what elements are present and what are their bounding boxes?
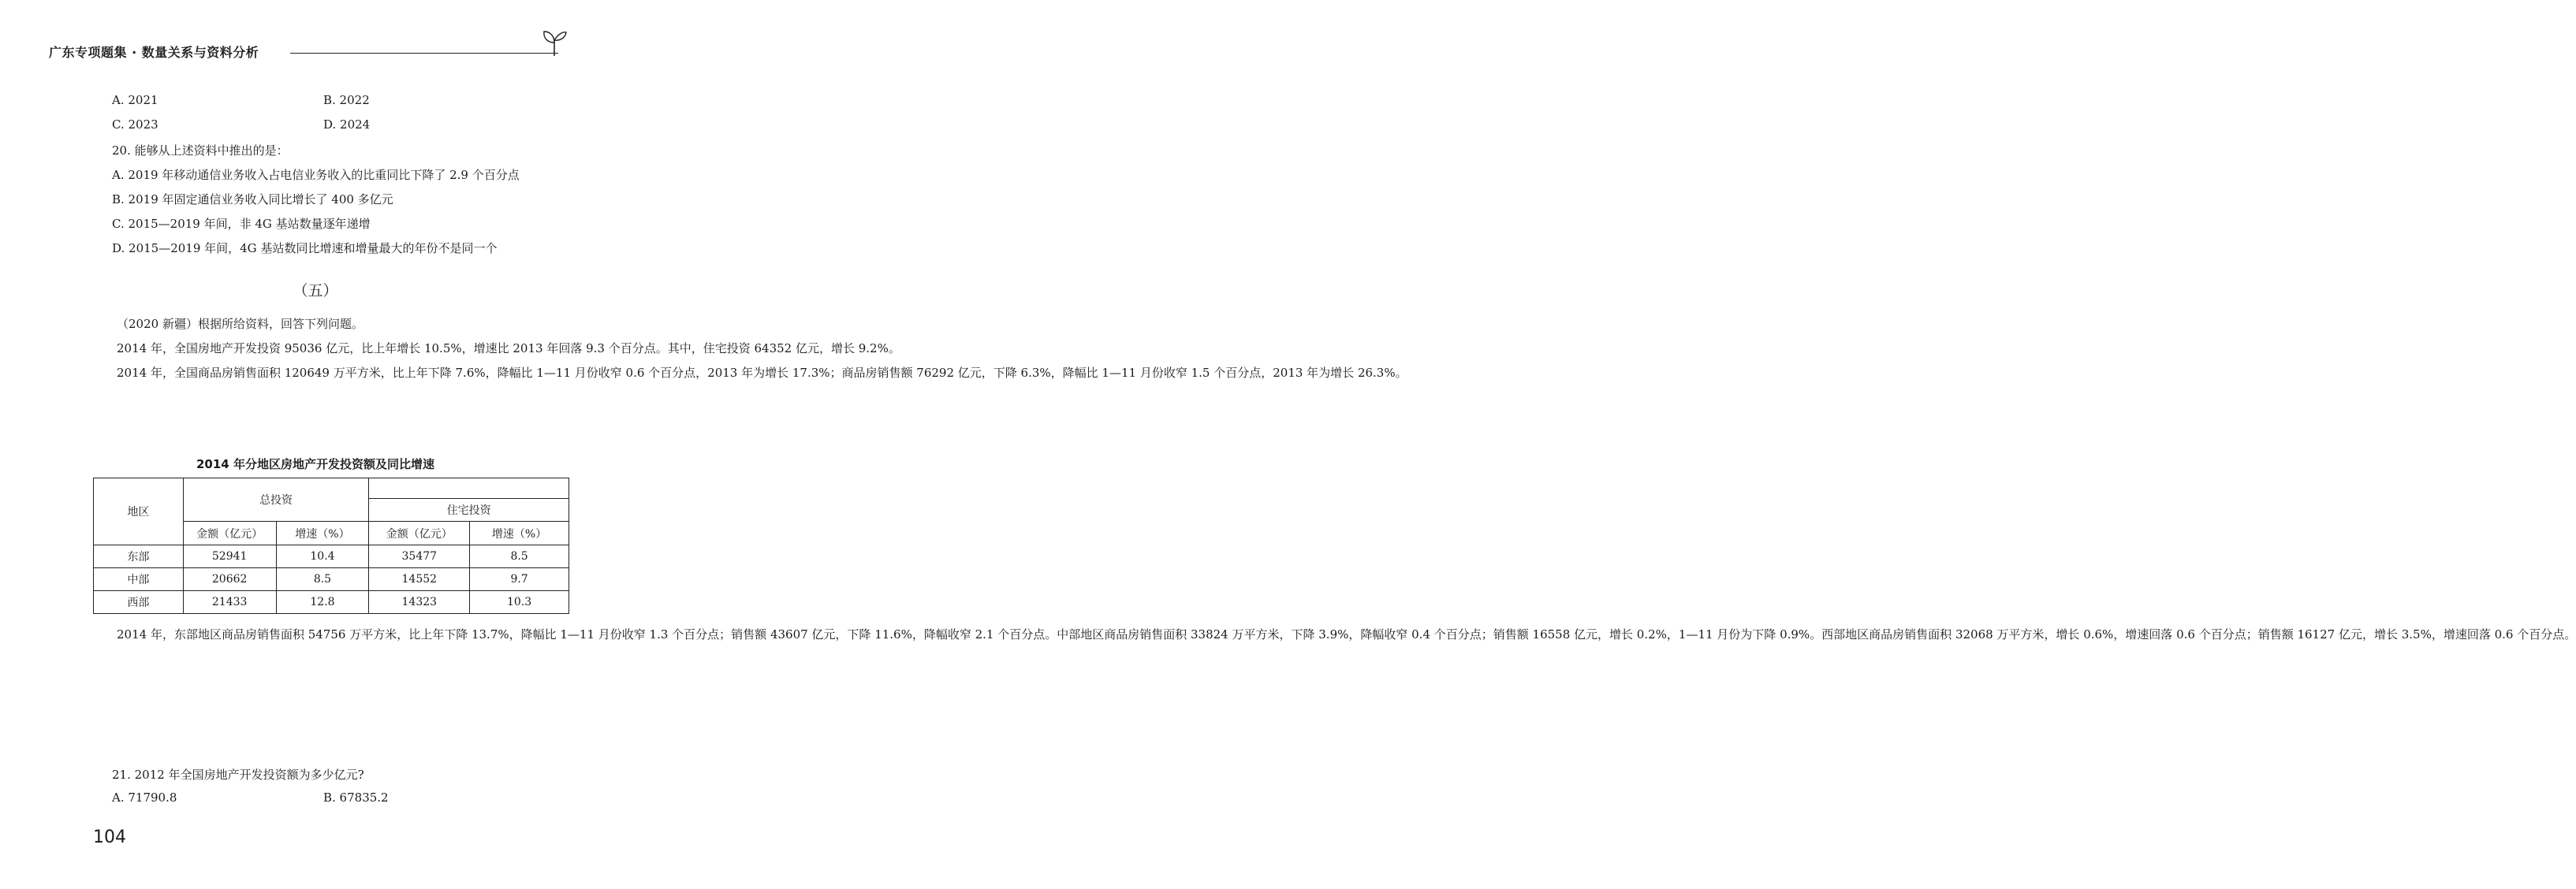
paragraph-investment: 2014 年，全国房地产开发投资 95036 亿元，比上年增长 10.5%，增速比 2013 年回落 9.3 个百分点。其中，住宅投资 64352 亿元，增长 9.2%。 [117,341,900,355]
row-res-amount: 35477 [369,545,470,568]
row-region: 东部 [94,545,184,568]
q19-option-b: B. 2022 [323,93,370,107]
header-total-amount: 金额（亿元） [183,522,276,545]
section-text-lower [93,623,2576,647]
q19-option-d: D. 2024 [323,117,371,132]
section-text-upper [93,312,1407,385]
sprout-icon [541,27,568,57]
table-title: 2014 年分地区房地产开发投资额及同比增速 [196,457,434,471]
header-spacer [369,478,569,499]
header-residential-investment: 住宅投资 [369,498,569,522]
section-title: （五） [293,282,338,299]
investment-table [93,478,569,614]
row-region: 中部 [94,568,184,591]
row-total-growth: 12.8 [276,591,369,614]
q21-stem: 21. 2012 年全国房地产开发投资额为多少亿元? [112,768,364,782]
table-row [94,545,569,568]
header-res-amount: 金额（亿元） [369,522,470,545]
q20-option-c: C. 2015—2019 年间，非 4G 基站数量逐年递增 [112,217,371,231]
header-region: 地区 [94,478,184,545]
table-row [94,591,569,614]
q21-option-b: B. 67835.2 [323,790,389,805]
header-res-growth: 增速（%） [470,522,569,545]
row-res-growth: 9.7 [470,568,569,591]
q20-option-d: D. 2015—2019 年间，4G 基站数同比增速和增量最大的年份不是同一个 [112,241,498,255]
q20-option-a: A. 2019 年移动通信业务收入占电信业务收入的比重同比下降了 2.9 个百分点 [112,168,520,182]
running-header: 广东专项题集 · 数量关系与资料分析 [49,45,259,60]
row-total-amount: 21433 [183,591,276,614]
row-res-growth: 10.3 [470,591,569,614]
row-total-amount: 52941 [183,545,276,568]
q20-option-b: B. 2019 年固定通信业务收入同比增长了 400 多亿元 [112,192,393,206]
row-total-growth: 8.5 [276,568,369,591]
header-rule [290,53,558,54]
row-res-amount: 14552 [369,568,470,591]
q19-option-c: C. 2023 [112,117,158,132]
header-total-growth: 增速（%） [276,522,369,545]
q20-stem: 20. 能够从上述资料中推出的是： [112,143,289,158]
row-total-growth: 10.4 [276,545,369,568]
paragraph-sales: 2014 年，全国商品房销售面积 120649 万平方米，比上年下降 7.6%，降幅比 1—11 月份收窄 0.6 个百分点，2013 年为增长 17.3%；商品房销售额 76292 亿元，下降 6.3%，降幅比 1—11 月份收窄 1.5 个百分点，2013 年为增长 26.3%。 [117,366,1407,380]
q19-option-a: A. 2021 [112,93,158,107]
row-region: 西部 [94,591,184,614]
paragraph-regional: 2014 年，东部地区商品房销售面积 54756 万平方米，比上年下降 13.7%，降幅比 1—11 月份收窄 1.3 个百分点；销售额 43607 亿元，下降 11.6%，降幅收窄 2.1 个百分点。中部地区商品房销售面积 33824 万平方米，下降 3.9%，降幅收窄 0.4 个百分点；销售额 16558 亿元，增长 0.2%，1—11 月份为下降 0.9%。西部地区商品房销售面积 32068 万平方米，增长 0.6%，增速回落 0.6 个百分点；销售额 16127 亿元，增长 3.5%，增速回落 0.6 个百分点。 [117,627,2576,642]
section-intro: （2020 新疆）根据所给资料，回答下列问题。 [117,317,363,331]
row-total-amount: 20662 [183,568,276,591]
row-res-growth: 8.5 [470,545,569,568]
header-total-investment: 总投资 [183,478,369,522]
page-number: 104 [93,828,126,847]
q21-option-a: A. 71790.8 [112,790,177,805]
row-res-amount: 14323 [369,591,470,614]
table-row [94,568,569,591]
